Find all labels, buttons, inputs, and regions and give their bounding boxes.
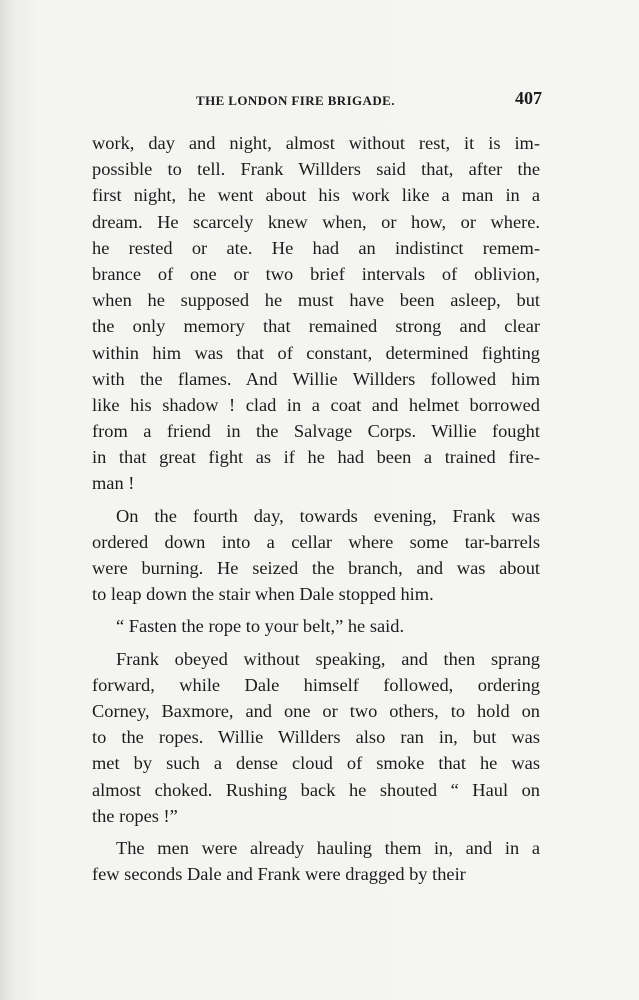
text-line: within him was that of constant, determined fighting (92, 342, 540, 363)
text-line: almost choked. Rushing back he shouted “ Haul on (92, 779, 540, 800)
text-line: ordered down into a cellar where some tar-barrels (92, 531, 540, 552)
text-line: like his shadow ! clad in a coat and helmet borrowed (92, 394, 540, 415)
text-line: possible to tell. Frank Willders said that, after the (92, 159, 540, 180)
text-line: to leap down the stair when Dale stopped him. (92, 584, 434, 605)
text-line: were burning. He seized the branch, and was about (92, 558, 540, 578)
paragraph (92, 130, 540, 497)
text-line: with the flames. And Willie Willders followed him (92, 368, 540, 389)
text-line: On the fourth day, towards evening, Frank was (116, 505, 540, 526)
text-line: the only memory that remained strong and clear (92, 316, 540, 337)
text-line: forward, while Dale himself followed, ordering (92, 674, 540, 695)
text-line: the ropes !” (92, 805, 178, 826)
text-line: first night, he went about his work like a man in a (92, 185, 540, 206)
paragraph (92, 646, 540, 829)
text-line: dream. He scarcely knew when, or how, or where. (92, 211, 540, 232)
text-line: met by such a dense cloud of smoke that he was (92, 753, 540, 774)
text-line: Corney, Baxmore, and one or two others, to hold on (92, 700, 540, 721)
text-line: man ! (92, 473, 135, 494)
body-text (92, 130, 540, 887)
text-line: “ Fasten the rope to your belt,” he said. (116, 616, 405, 637)
paragraph (92, 503, 540, 608)
text-line: Frank obeyed without speaking, and then sprang (116, 648, 540, 669)
paragraph (92, 613, 540, 639)
running-head: THE LONDON FIRE BRIGADE. (196, 93, 395, 108)
text-line: brance of one or two brief intervals of oblivion, (92, 263, 540, 284)
text-line: when he supposed he must have been asleep, but (92, 290, 540, 311)
paragraph (92, 835, 540, 887)
page-number: 407 (515, 88, 542, 108)
text-line: work, day and night, almost without rest, it is im- (92, 133, 540, 153)
text-line: to the ropes. Willie Willders also ran in, but was (92, 727, 540, 748)
page-header (196, 88, 542, 114)
text-line: from a friend in the Salvage Corps. Willie fought (92, 421, 540, 442)
text-line: he rested or ate. He had an indistinct remem- (92, 237, 540, 258)
text-line: The men were already hauling them in, and in a (116, 837, 540, 858)
text-line: few seconds Dale and Frank were dragged by their (92, 864, 466, 885)
text-line: in that great fight as if he had been a trained fire- (92, 447, 540, 468)
